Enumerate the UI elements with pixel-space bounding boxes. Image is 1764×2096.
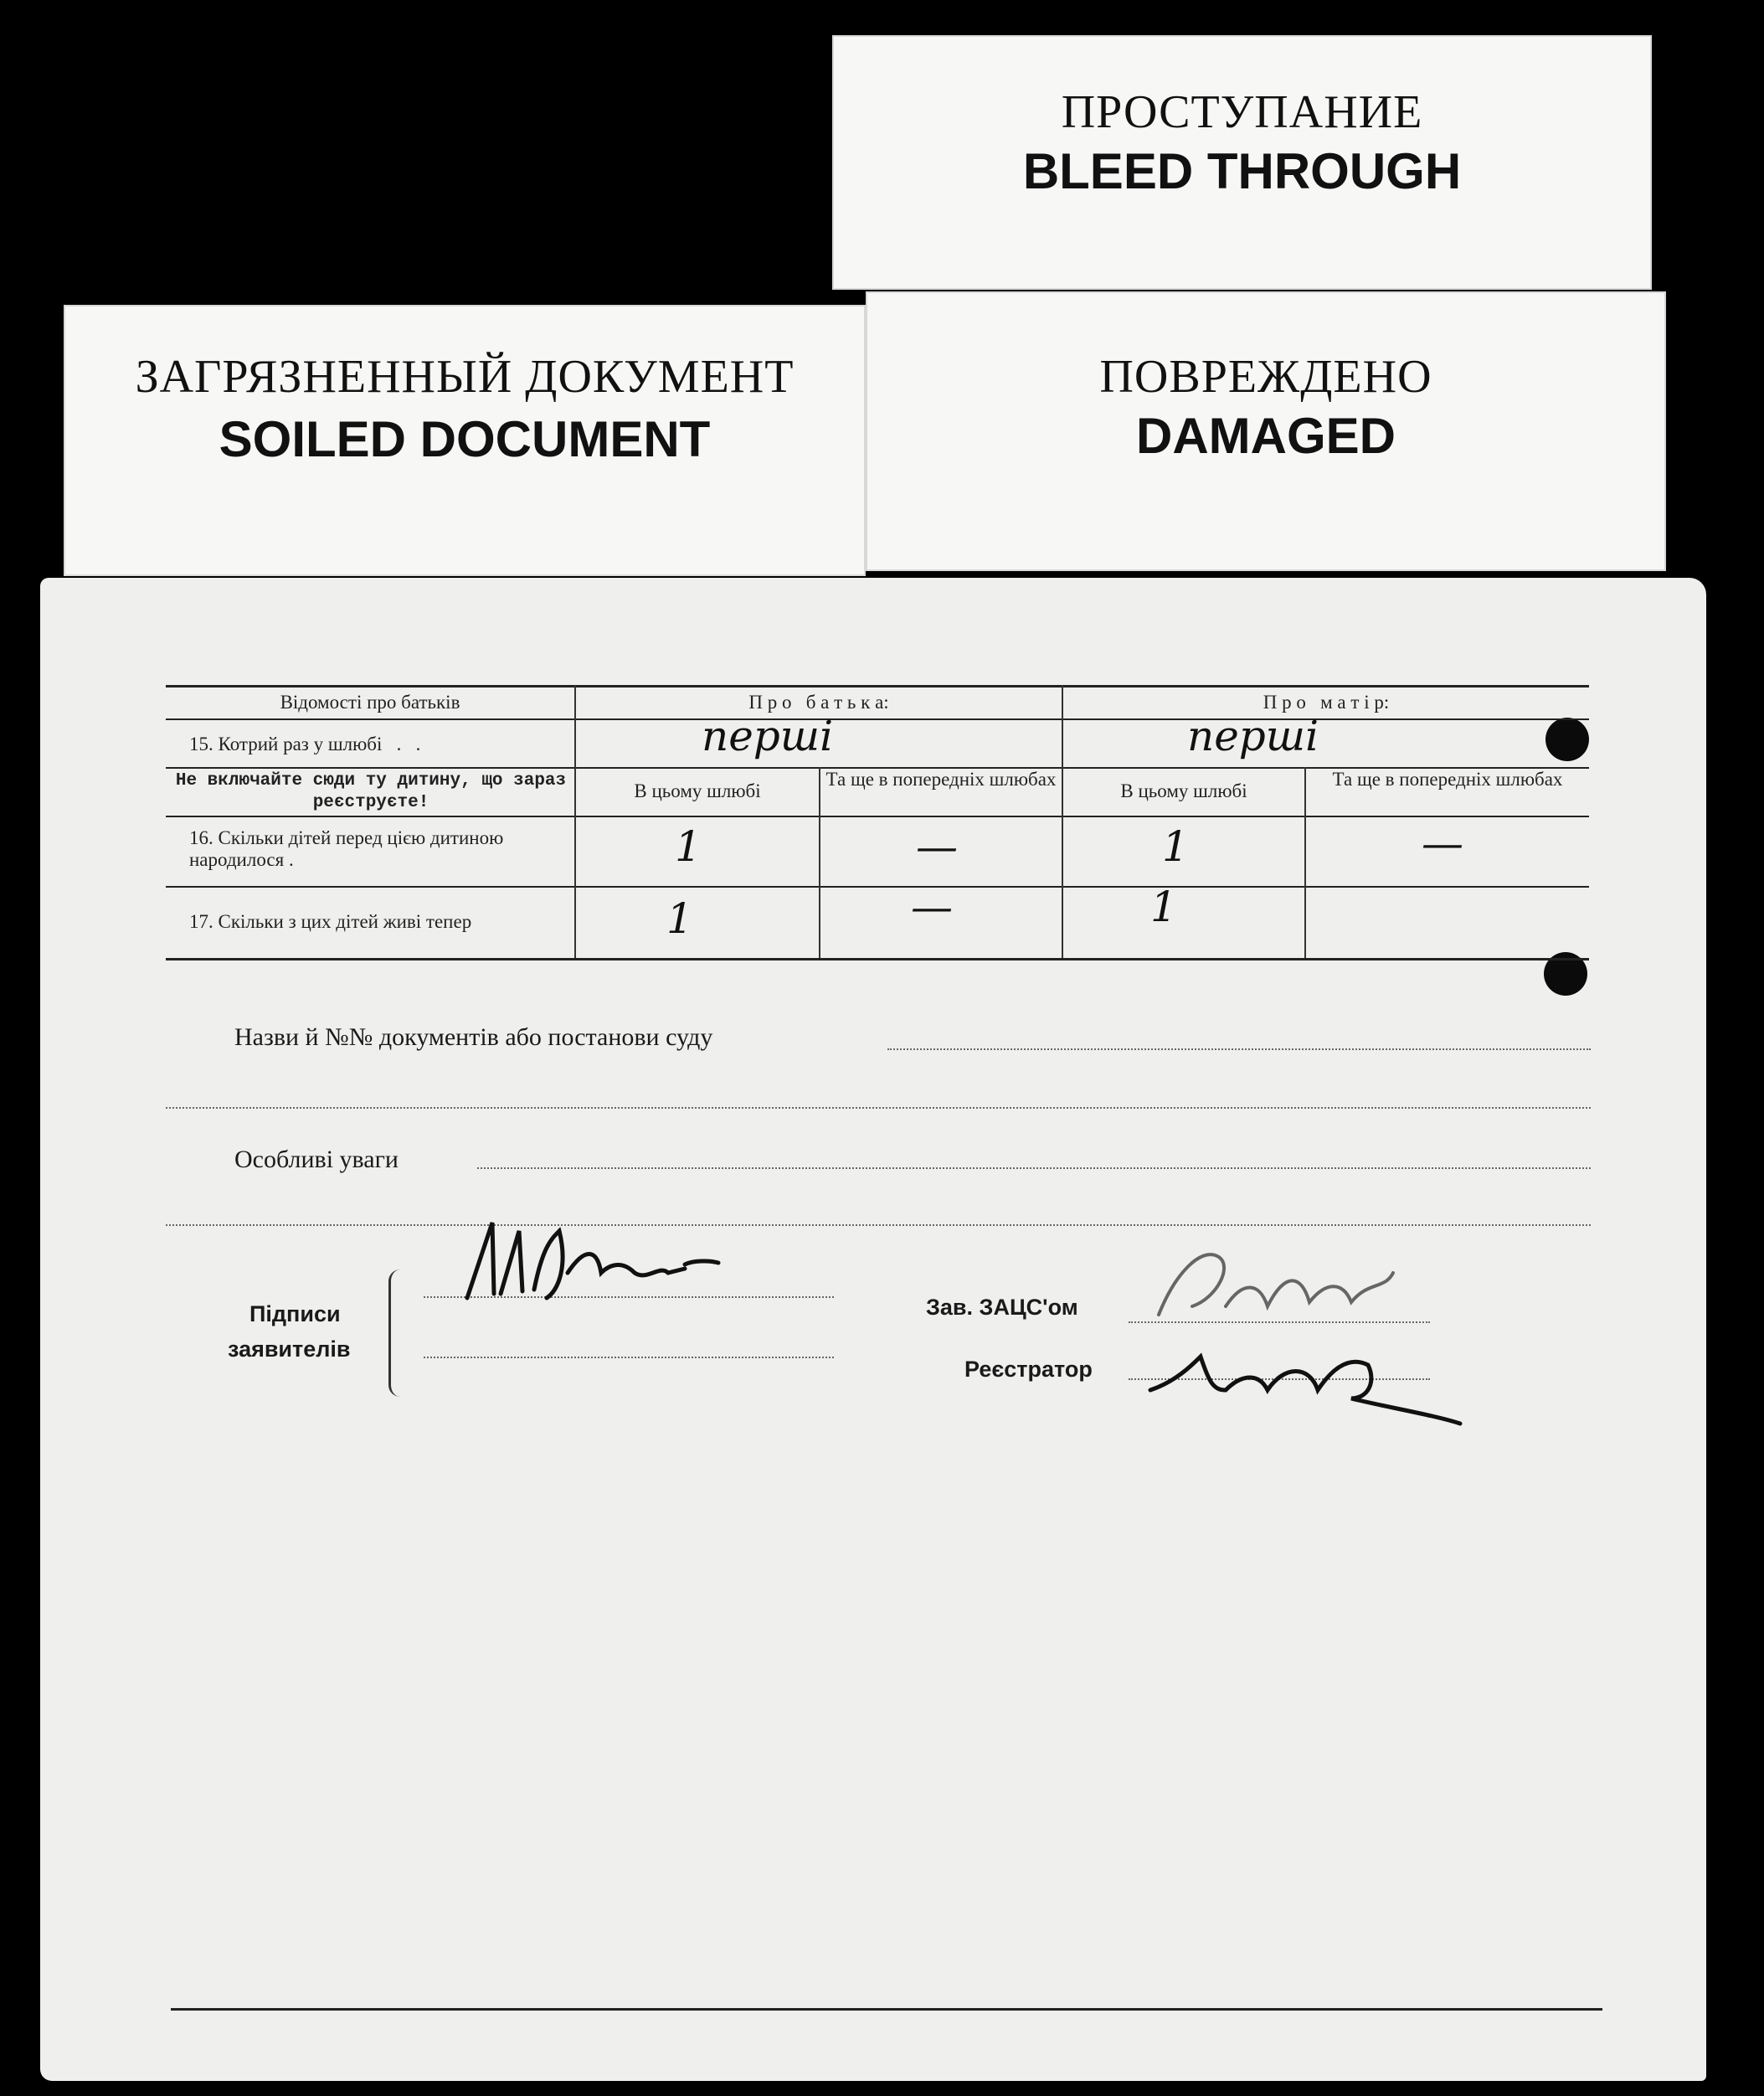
applicants-label-1: Підписи: [249, 1301, 341, 1326]
head-of-registry-label: Зав. ЗАЦС'ом: [926, 1295, 1078, 1320]
table-rule: [574, 685, 576, 958]
header-about-father: П р о б а т ь к а:: [748, 692, 889, 713]
documents-line-2: [166, 1107, 1591, 1109]
soiled-en-label: SOILED DOCUMENT: [219, 411, 711, 467]
table-rule: [166, 718, 1589, 720]
row15-label: 15. Котрий раз у шлюбі . .: [189, 734, 421, 754]
mother-this-marriage-header: В цьому шлюбі: [1120, 780, 1247, 801]
row16-mother-previous: —: [1422, 819, 1463, 868]
record-sheet: [40, 578, 1706, 2081]
table-rule: [166, 816, 1589, 817]
registrar-label: Реєстратор: [964, 1357, 1093, 1382]
soiled-ru-label: ЗАГРЯЗНЕННЫЙ ДОКУМЕНТ: [135, 351, 795, 403]
documents-label: Назви й №№ документів або постанови суду: [234, 1023, 713, 1051]
row15-father-handwriting: перші: [702, 712, 834, 760]
bleed-through-en-label: BLEED THROUGH: [1022, 143, 1462, 199]
header-info-about-parents: Відомості про батьків: [280, 692, 460, 713]
row16-father-previous: —: [916, 822, 958, 871]
table-rule: [166, 685, 1589, 688]
row15-mother-handwriting: перші: [1187, 712, 1319, 760]
applicant-signature: [442, 1214, 794, 1315]
soiled-document-card: [64, 305, 866, 576]
bottom-rule: [171, 2008, 1602, 2011]
registrar-signature: [1125, 1331, 1494, 1432]
row16-mother-this: 1: [1162, 822, 1189, 871]
mother-previous-header: Та ще в попередніх шлюбах: [1332, 769, 1563, 790]
damaged-card: [866, 291, 1666, 571]
table-rule: [166, 958, 1589, 960]
head-signature: [1125, 1223, 1477, 1331]
damaged-en-label: DAMAGED: [1136, 408, 1396, 464]
table-rule: [1062, 685, 1063, 958]
exclusion-note: Не включайте сюди ту дитину, що зараз реєструєте!: [175, 771, 567, 812]
remarks-label: Особливі уваги: [234, 1146, 399, 1173]
applicant-signature-line-2: [424, 1357, 834, 1358]
applicants-brace: [388, 1269, 408, 1397]
father-previous-header: Та ще в попередніх шлюбах: [825, 769, 1057, 790]
bleed-through-ru-label: ПРОСТУПАНИЕ: [1061, 86, 1423, 138]
table-rule: [1304, 767, 1306, 958]
father-this-marriage-header: В цьому шлюбі: [634, 780, 761, 801]
table-rule: [166, 886, 1589, 888]
header-about-mother: П р о м а т і р:: [1263, 692, 1390, 713]
row16-label: 16. Скільки дітей перед цією дитиною народилося .: [189, 827, 504, 870]
documents-line: [887, 1048, 1591, 1050]
punch-hole-top: [1545, 718, 1589, 761]
damaged-ru-label: ПОВРЕЖДЕНО: [1099, 351, 1432, 403]
table-rule: [819, 767, 820, 958]
row17-mother-this: 1: [1150, 883, 1177, 931]
applicants-label-2: заявителів: [228, 1336, 351, 1362]
bleed-through-card: [832, 35, 1652, 290]
row16-father-this: 1: [675, 822, 702, 871]
row17-label: 17. Скільки з цих дітей живі тепер: [189, 911, 472, 932]
remarks-line: [477, 1167, 1591, 1169]
row17-father-this: 1: [666, 894, 693, 943]
row17-father-previous: —: [911, 883, 953, 931]
